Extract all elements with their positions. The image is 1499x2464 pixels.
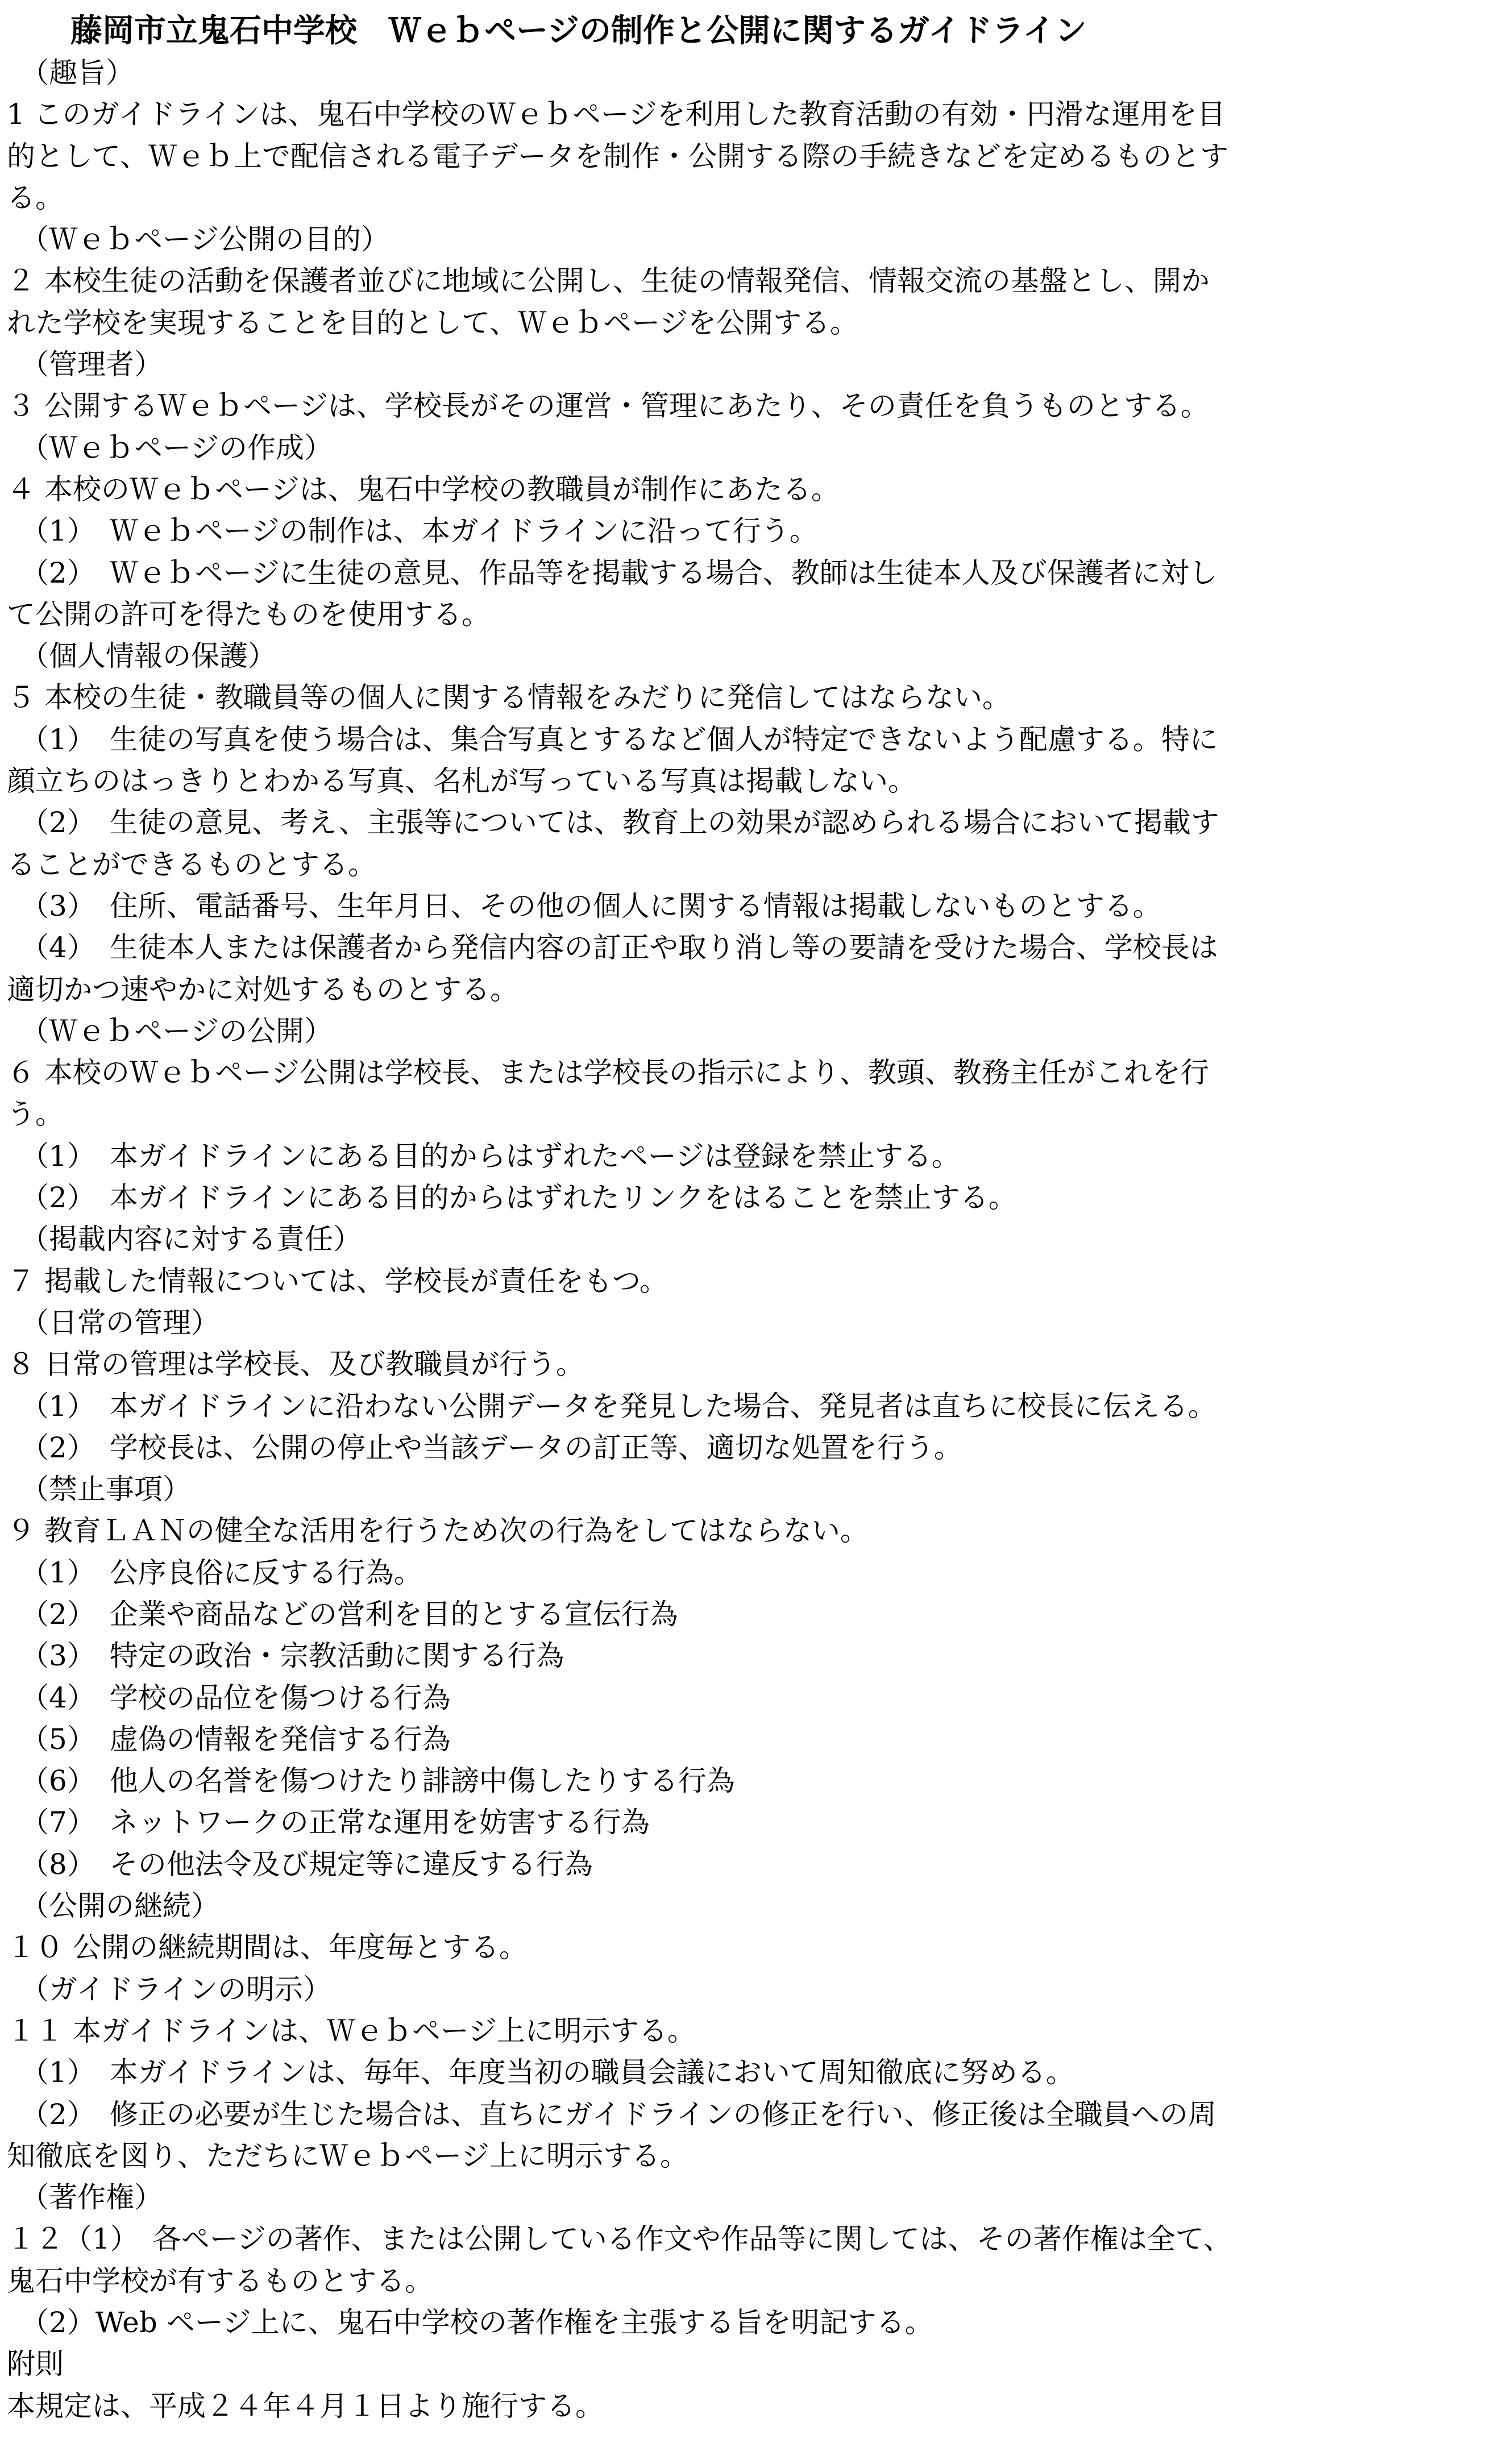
section-heading: （趣旨） — [20, 56, 134, 89]
paragraph-line: ３ 公開するＷｅｂページは、学校長がその運営・管理にあたり、その責任を負うものとする。 — [7, 389, 1209, 423]
continuation-line: う。 — [7, 1098, 64, 1131]
paragraph-line: １１ 本ガイドラインは、Ｗｅｂページ上に明示する。 — [7, 2014, 696, 2047]
paragraph-line: ８ 日常の管理は学校長、及び教職員が行う。 — [7, 1348, 584, 1381]
list-item: （1） 本ガイドラインにある目的からはずれたページは登録を禁止する。 — [20, 1139, 960, 1173]
paragraph-line: ７ 掲載した情報については、学校長が責任をもつ。 — [7, 1264, 668, 1298]
continuation-line: 顔立ちのはっきりとわかる写真、名札が写っている写真は掲載しない。 — [7, 764, 916, 798]
list-item: （3） 住所、電話番号、生年月日、その他の個人に関する情報は掲載しないものとする。 — [20, 889, 1161, 923]
list-item: （5） 虚偽の情報を発信する行為 — [20, 1722, 451, 1756]
document-body — [7, 52, 1493, 2427]
list-item: （1） 公序良俗に反する行為。 — [20, 1556, 422, 1589]
paragraph-line: ４ 本校のＷｅｂページは、鬼石中学校の教職員が制作にあたる。 — [7, 472, 840, 506]
list-item: （7） ネットワークの正常な運用を妨害する行為 — [20, 1806, 650, 1839]
section-heading: （Ｗｅｂページの作成） — [20, 431, 333, 464]
paragraph-line: 本規定は、平成２４年４月１日より施行する。 — [7, 2389, 604, 2423]
section-heading: （個人情報の保護） — [20, 639, 276, 673]
list-item: （1） 本ガイドラインに沿わない公開データを発見した場合、発見者は直ちに校長に伝える。 — [20, 1389, 1216, 1423]
continuation-line: れた学校を実現することを目的として、Ｗｅｂページを公開する。 — [7, 306, 858, 339]
list-item: （2） 企業や商品などの営利を目的とする宣伝行為 — [20, 1597, 678, 1631]
list-item: （2）Web ページ上に、鬼石中学校の著作権を主張する旨を明記する。 — [20, 2306, 933, 2340]
list-item: （4） 学校の品位を傷つける行為 — [20, 1681, 451, 1714]
paragraph-line: ２ 本校生徒の活動を保護者並びに地域に公開し、生徒の情報発信、情報交流の基盤とし、開か — [7, 264, 1210, 298]
paragraph-line: 1 このガイドラインは、鬼石中学校のＷｅｂページを利用した教育活動の有効・円滑な運用を目 — [7, 98, 1226, 131]
continuation-line: る。 — [7, 181, 64, 214]
list-item: （1） 本ガイドラインは、毎年、年度当初の職員会議において周知徹底に努める。 — [20, 2056, 1074, 2089]
section-heading: （管理者） — [20, 348, 163, 381]
document-title: 藤岡市立鬼石中学校 Ｗｅｂページの制作と公開に関するガイドライン — [70, 13, 1087, 49]
section-heading: （掲載内容に対する責任） — [20, 1223, 362, 1256]
section-heading: （著作権） — [20, 2181, 163, 2214]
list-item: （4） 生徒本人または保護者から発信内容の訂正や取り消し等の要請を受けた場合、学校長は — [20, 931, 1218, 965]
list-item: （6） 他人の名誉を傷つけたり誹謗中傷したりする行為 — [20, 1764, 735, 1798]
continuation-line: 知徹底を図り、ただちにＷｅｂページ上に明示する。 — [7, 2139, 688, 2172]
continuation-line: 鬼石中学校が有するものとする。 — [7, 2264, 433, 2297]
list-item: （2） 修正の必要が生じた場合は、直ちにガイドラインの修正を行い、修正後は全職員への周 — [20, 2097, 1216, 2131]
list-item: （2） 本ガイドラインにある目的からはずれたリンクをはることを禁止する。 — [20, 1181, 1017, 1215]
list-item: （2） 生徒の意見、考え、主張等については、教育上の効果が認められる場合において掲載す — [20, 806, 1219, 840]
list-item: （2） Ｗｅｂページに生徒の意見、作品等を掲載する場合、教師は生徒本人及び保護者に対し — [20, 556, 1218, 589]
paragraph-line: ５ 本校の生徒・教職員等の個人に関する情報をみだりに発信してはならない。 — [7, 681, 1011, 714]
section-heading: （ガイドラインの明示） — [20, 1972, 331, 2006]
list-item: （1） Ｗｅｂページの制作は、本ガイドラインに沿って行う。 — [20, 514, 818, 548]
section-heading: （禁止事項） — [20, 1473, 191, 1506]
section-heading: （Ｗｅｂページの公開） — [20, 1014, 333, 1048]
continuation-line: ることができるものとする。 — [7, 847, 376, 881]
paragraph-line: ６ 本校のＷｅｂページ公開は学校長、または学校長の指示により、教頭、教務主任がこれを行 — [7, 1056, 1209, 1090]
continuation-line: 適切かつ速やかに対処するものとする。 — [7, 973, 518, 1006]
section-heading: （公開の継続） — [20, 1889, 219, 1923]
list-item: （8） その他法令及び規定等に違反する行為 — [20, 1847, 593, 1881]
list-item: （1） 生徒の写真を使う場合は、集合写真とするなど個人が特定できないよう配慮する。特に — [20, 722, 1218, 756]
section-heading: （Ｗｅｂページ公開の目的） — [20, 223, 389, 256]
list-item: （3） 特定の政治・宗教活動に関する行為 — [20, 1639, 564, 1673]
list-item: （2） 学校長は、公開の停止や当該データの訂正等、適切な処置を行う。 — [20, 1431, 962, 1464]
paragraph-line: ９ 教育ＬＡＮの健全な活用を行うため次の行為をしてはならない。 — [7, 1514, 869, 1548]
paragraph-line: 附則 — [7, 2347, 64, 2381]
continuation-line: 的として、Ｗｅｂ上で配信される電子データを制作・公開する際の手続きなどを定めるものとす — [7, 139, 1228, 173]
paragraph-line: １２（1） 各ページの著作、または公開している作文や作品等に関しては、その著作権は全て、 — [7, 2222, 1232, 2256]
paragraph-line: １０ 公開の継続期間は、年度毎とする。 — [7, 1931, 528, 1964]
section-heading: （日常の管理） — [20, 1306, 219, 1339]
continuation-line: て公開の許可を得たものを使用する。 — [7, 597, 490, 631]
